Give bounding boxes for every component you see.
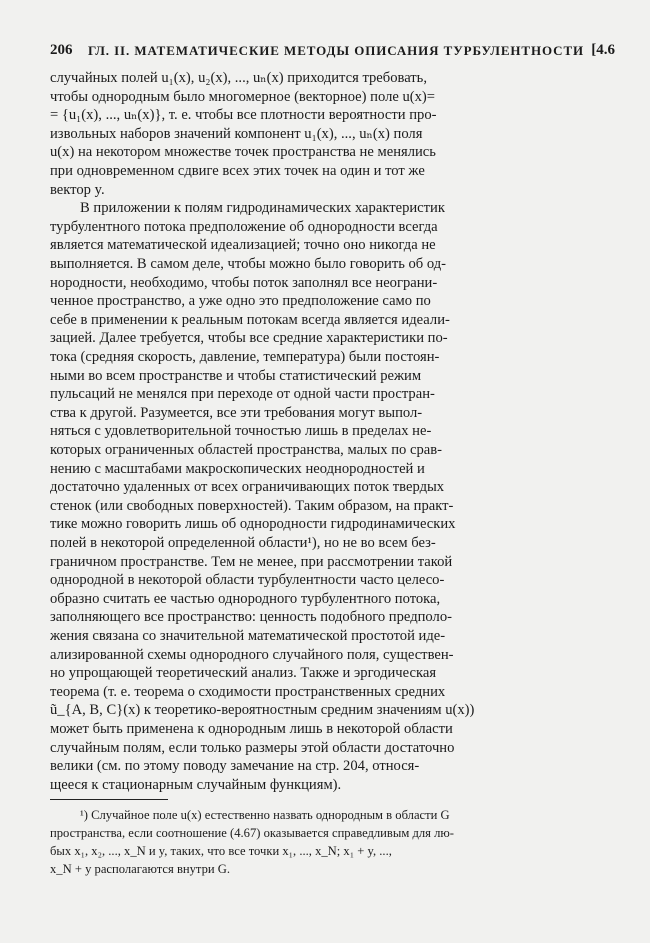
text-line: нородности, необходимо, чтобы поток заполнял все неограни- (50, 274, 438, 291)
text-line: стенок (или свободных поверхностей). Таким образом, на практ- (50, 497, 454, 514)
text-line: ализированной схемы однородного случайного поля, существен- (50, 646, 454, 663)
text-line: зацией. Далее требуется, чтобы все средние характеристики по- (50, 330, 448, 347)
text-line: но упрощающей теоретический анализ. Также и эргодическая (50, 665, 437, 682)
text-line: нению с масштабами макроскопических неоднородностей и (50, 460, 425, 477)
text-line: которых ограниченных областей пространства, малых по срав- (50, 442, 442, 458)
text-line: однородной в некоторой области турбулентности часто целесо- (50, 572, 445, 589)
text-line: тока (средняя скорость, давление, температура) были постоян- (50, 349, 440, 365)
text-line: u(x) на некотором множестве точек пространства не менялись (50, 144, 436, 161)
running-header (50, 42, 615, 64)
text-line: при одновременном сдвиге всех этих точек на один и тот же (50, 163, 425, 179)
page-number: 206 (50, 42, 73, 58)
text-line: достаточно удаленных от всех ограничивающих поток твердых (50, 479, 445, 496)
section-number: [4.6 (591, 42, 615, 58)
text-line: ными во всем пространстве и чтобы статистический режим (50, 367, 422, 384)
text-line: велики (см. по этому поводу замечание на стр. 204, относя- (50, 758, 420, 775)
text-line: ства к другой. Разумеется, все эти требования могут выпол- (50, 404, 423, 421)
footnote-line: ¹) Случайное поле u(x) естественно назвать однородным в области G (80, 808, 450, 822)
text-line: извольных наборов значений компонент u₁(x), ..., uₙ(x) поля (50, 125, 423, 142)
text-line: случайных полей u₁(x), u₂(x), ..., uₙ(x) приходится требовать, (50, 70, 427, 86)
text-line: выполняется. В самом деле, чтобы можно было говорить об од- (50, 256, 447, 272)
text-line: может быть применена к однородным лишь в некоторой области (50, 721, 453, 737)
text-line: ченное пространство, а уже одно это предположение само по (50, 293, 431, 310)
text-line: няться с удовлетворительной точностью лишь в пределах не- (50, 423, 432, 440)
footnote-line: пространства, если соотношение (4.67) оказывается справедливым для лю- (50, 826, 454, 840)
footnote-line: x_N + y располагаются внутри G. (50, 862, 231, 876)
text-line: В приложении к полям гидродинамических характеристик (80, 200, 445, 217)
text-line: турбулентного потока предположение об однородности всегда (50, 218, 438, 235)
text-line: полей в некоторой определенной области¹), но не во всем без- (50, 535, 436, 551)
text-line: граничном пространстве. Тем не менее, при рассмотрении такой (50, 553, 453, 570)
text-line: щееся к стационарным случайным функциям). (50, 776, 342, 793)
text-line: теорема (т. е. теорема о сходимости пространственных средних (50, 683, 446, 700)
text-line: является математической идеализацией; точно оно никогда не (50, 237, 436, 254)
text-line: заполняющего все пространство: ценность подобного предполо- (50, 609, 452, 626)
text-line: = {u₁(x), ..., uₙ(x)}, т. е. чтобы все плотности вероятности про- (50, 107, 437, 124)
text-line: себе в применении к реальным потокам всегда является идеали- (50, 311, 450, 328)
text-line: ũ_{A, B, C}(x) к теоретико-вероятностным средним значениям u(x)) (50, 702, 475, 719)
footnote-line: бых x₁, x₂, ..., x_N и y, таких, что все точки x₁, ..., x_N; x₁ + y, ..., (50, 844, 392, 858)
text-line: случайным полям, если только размеры этой области достаточно (50, 739, 455, 756)
text-line: образно считать ее частью однородного турбулентного потока, (50, 590, 441, 607)
text-line: вектор y. (50, 181, 105, 198)
chapter-title: ГЛ. II. МАТЕМАТИЧЕСКИЕ МЕТОДЫ ОПИСАНИЯ ТУРБУЛЕНТНОСТИ (88, 43, 585, 58)
text-line: пульсаций не менялся при переходе от одной части простран- (50, 386, 435, 403)
text-line: чтобы однородным было многомерное (векторное) поле u(x)= (50, 88, 436, 105)
text-line: тике можно говорить лишь об однородности гидродинамических (50, 516, 456, 533)
footnote-rule (50, 799, 168, 800)
text-line: жения связана со значительной математической простотой иде- (50, 628, 446, 644)
